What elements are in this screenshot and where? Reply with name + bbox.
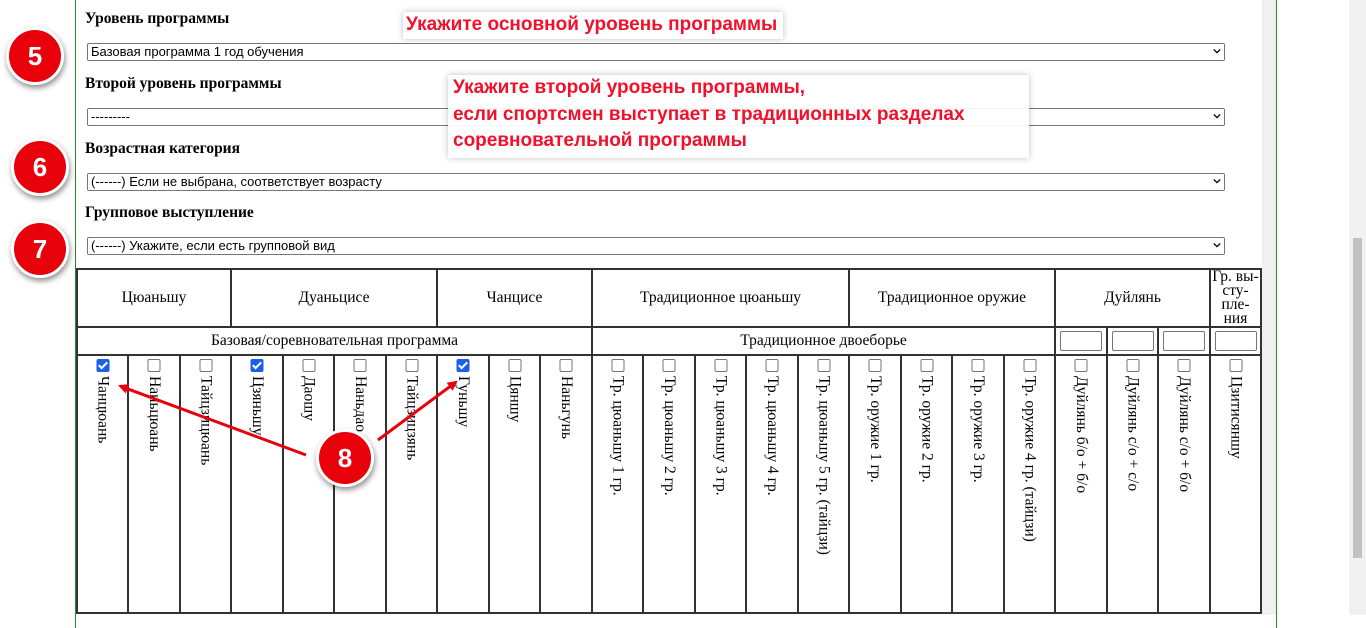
step-badge-5: 5: [6, 27, 64, 85]
program-column-label: Тр. оружие 4 гр. (тайцзи): [1021, 376, 1039, 542]
note-level-text: Укажите основной уровень программы: [406, 14, 778, 35]
group-label: Групповое выступление: [85, 204, 254, 221]
program-column-label: Тр. оружие 3 гр.: [970, 376, 987, 483]
program-column-label: Тр. цюаньшу 4 гр.: [764, 376, 781, 496]
note-level2-line3: соревновательной программы: [453, 130, 747, 151]
header-changqixie: Чанцисе: [437, 269, 592, 327]
program-column-label: Цяншу: [506, 376, 524, 423]
program-column-label: Тр. оружие 1 гр.: [867, 376, 884, 483]
level-select-value: Базовая программа 1 год обучения: [91, 44, 304, 59]
program-column-label: Наньгунь: [558, 376, 575, 439]
arrow-to-gunshu: [378, 382, 456, 440]
step-badge-7: 7: [11, 220, 69, 278]
program-column-label: Тр. цюаньшу 5 гр. (тайцзи): [815, 376, 833, 555]
level-label: Уровень программы: [85, 10, 230, 27]
group-select-value: (------) Укажите, если есть групповой вид: [91, 238, 335, 253]
arrow-to-changquan: [120, 386, 306, 455]
program-column-label: Дуйлянь б/о + б/о: [1073, 376, 1090, 494]
program-column-label: Чанцюань: [94, 376, 112, 444]
program-column-label: Наньдао: [352, 376, 369, 432]
program-column-label: Тр. цюаньшу 2 гр.: [661, 376, 678, 496]
step-badge-8: 8: [316, 429, 374, 487]
program-column-label: Тайцзицзянь: [403, 376, 421, 461]
program-column-label: Дуйлянь с/о + б/о: [1176, 376, 1193, 493]
program-column-label: Дуйлянь с/о + с/о: [1124, 376, 1142, 492]
program-column-label: Тайцзицюань: [197, 376, 215, 466]
age-select-value: (------) Если не выбрана, соответствует возрасту: [91, 174, 382, 189]
program-column-label: Тр. цюаньшу 1 гр.: [609, 376, 627, 496]
program-column-label: Тр. цюаньшу 3 гр.: [712, 376, 730, 496]
program-column-label: Цзитисяншу: [1227, 376, 1245, 459]
level2-label: Второй уровень программы: [85, 75, 282, 92]
note-level2-line1: Укажите второй уровень программы,: [453, 77, 806, 98]
header-trad-weapon: Традиционное оружие: [849, 269, 1055, 327]
program-column-label: Цзяньшу: [249, 376, 266, 436]
level2-select-value: ---------: [91, 109, 130, 124]
note-level2-line2: если спортсмен выступает в традиционных разделах: [453, 103, 965, 125]
sub-trad-biathlon: Традиционное двоеборье: [592, 327, 1055, 355]
program-column-label: Даошу: [300, 376, 318, 421]
program-column-label: Тр. оружие 2 гр.: [918, 376, 936, 483]
header-duilian: Дуйлянь: [1055, 269, 1210, 327]
header-group: Гр. вы-сту-пле-ния: [1210, 269, 1261, 327]
step-badge-6: 6: [11, 138, 69, 196]
header-trad-quanshu: Традиционное цюаньшу: [592, 269, 849, 327]
header-duanqixie: Дуаньцисе: [231, 269, 437, 327]
header-quanshu: Цюаньшу: [77, 269, 231, 327]
program-column-label: Гуньшу: [455, 376, 472, 428]
sub-basic-program: Базовая/соревновательная программа: [77, 327, 592, 355]
program-column-label: Наньцюань: [146, 376, 163, 452]
age-label: Возрастная категория: [85, 140, 240, 157]
